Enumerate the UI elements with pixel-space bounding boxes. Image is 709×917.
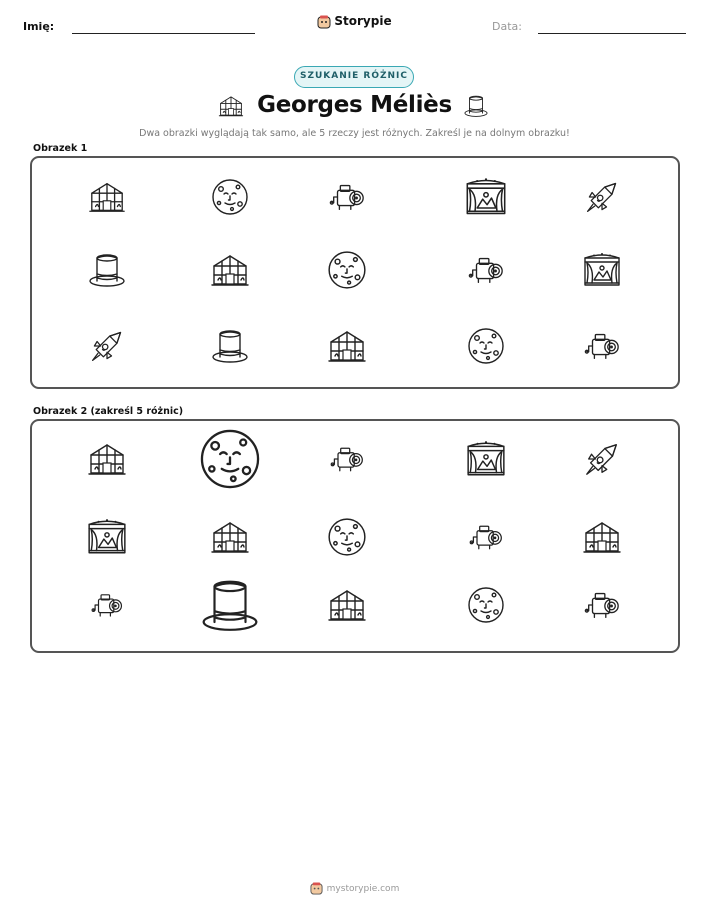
movie-camera-icon[interactable] xyxy=(329,441,365,477)
instructions: Dwa obrazki wyglądają tak samo, ale 5 rzeczy jest różnych. Zakreśl je na dolnym obrazku! xyxy=(139,128,570,139)
top-hat-icon xyxy=(210,326,250,366)
storypie-logo-icon xyxy=(310,882,323,895)
moon-face-icon xyxy=(326,249,368,291)
greenhouse-icon xyxy=(88,178,126,216)
rocket-icon xyxy=(584,179,620,215)
movie-camera-icon[interactable] xyxy=(90,588,124,622)
theater-stage-icon[interactable] xyxy=(86,516,128,558)
greenhouse-icon[interactable] xyxy=(210,517,250,557)
moon-face-icon[interactable] xyxy=(197,426,263,492)
movie-camera-icon[interactable] xyxy=(583,586,621,624)
date-label: Data: xyxy=(492,20,522,33)
movie-camera-icon xyxy=(583,327,621,365)
top-hat-icon xyxy=(463,93,489,119)
rocket-icon xyxy=(89,328,125,364)
top-hat-icon xyxy=(87,250,127,290)
storypie-logo-icon xyxy=(317,15,331,29)
activity-badge: SZUKANIE RÓŻNIC xyxy=(294,66,414,88)
greenhouse-icon xyxy=(210,250,250,290)
brand xyxy=(0,14,709,29)
moon-face-icon[interactable] xyxy=(466,585,506,625)
footer xyxy=(0,882,709,895)
picture2-panel[interactable] xyxy=(30,419,680,653)
movie-camera-icon[interactable] xyxy=(468,519,504,555)
greenhouse-icon xyxy=(327,326,367,366)
date-line[interactable] xyxy=(538,33,686,34)
theater-stage-icon xyxy=(582,250,622,290)
picture2-label: Obrazek 2 (zakreśl 5 różnic) xyxy=(33,406,184,417)
greenhouse-icon[interactable] xyxy=(87,439,127,479)
greenhouse-icon[interactable] xyxy=(582,517,622,557)
name-label: Imię: xyxy=(23,20,55,33)
theater-stage-icon[interactable] xyxy=(465,438,507,480)
movie-camera-icon xyxy=(467,251,505,289)
picture1-label: Obrazek 1 xyxy=(33,143,88,154)
moon-face-icon[interactable] xyxy=(326,516,368,558)
name-line[interactable] xyxy=(72,33,255,34)
top-hat-icon[interactable] xyxy=(199,574,261,636)
footer-url: mystorypie.com xyxy=(326,884,400,894)
picture1-panel xyxy=(30,156,680,389)
movie-camera-icon xyxy=(328,178,366,216)
moon-face-icon xyxy=(210,177,250,217)
moon-face-icon xyxy=(466,326,506,366)
page-title: Georges Méliès xyxy=(257,92,452,118)
theater-stage-icon xyxy=(464,175,508,219)
rocket-icon[interactable] xyxy=(583,440,621,478)
greenhouse-icon[interactable] xyxy=(327,585,367,625)
brand-name: Storypie xyxy=(334,14,392,28)
